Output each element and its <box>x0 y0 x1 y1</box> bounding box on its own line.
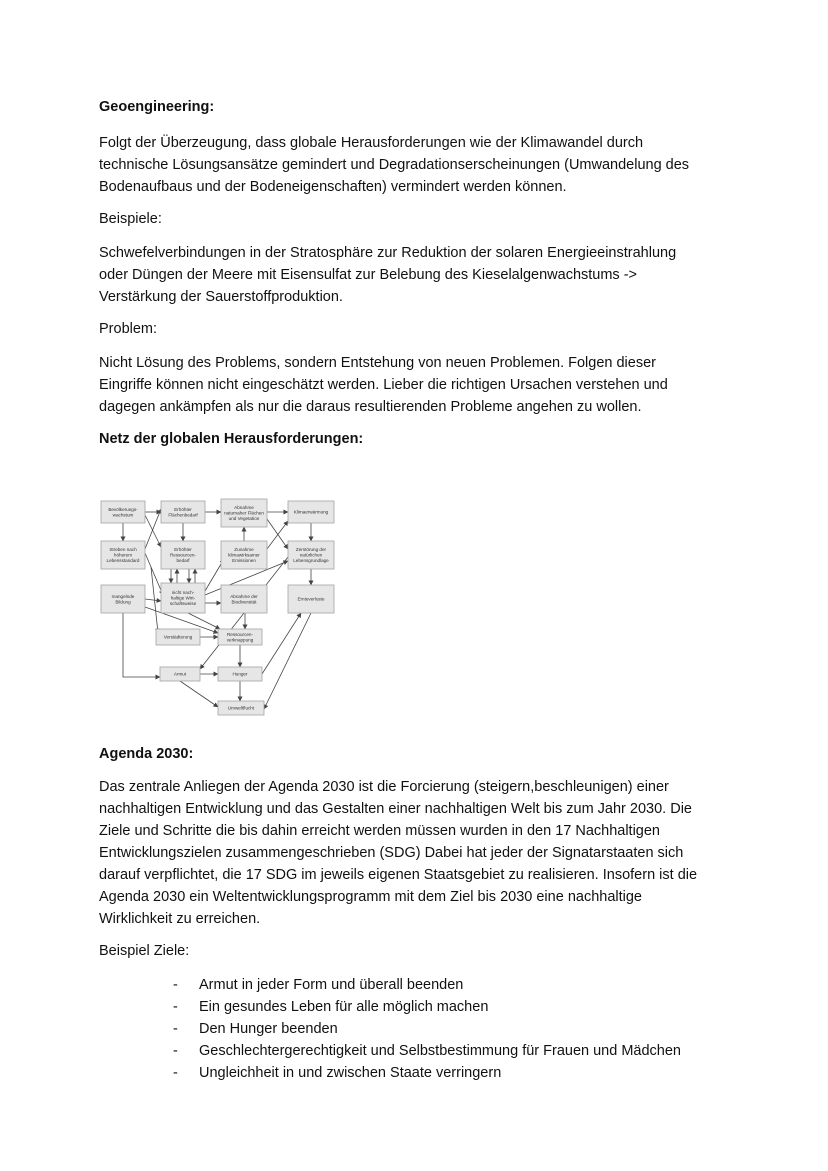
diagram-arrow <box>145 553 163 595</box>
goals-list <box>173 974 681 1084</box>
node-label: Bildung <box>115 599 131 605</box>
node-label: Lebensstandard <box>106 558 140 563</box>
geoengineering-heading: Geoengineering: <box>99 99 215 115</box>
node-verknappung <box>218 629 262 645</box>
diagram-arrow <box>188 613 220 629</box>
text-line: Nicht Lösung des Problems, sondern Entstehung von neuen Problemen. Folgen dieser <box>99 355 656 371</box>
text-line: Ziele und Schritte die bis dahin erreicht werden müssen wurden in den 17 Nachhaltigen <box>99 823 660 839</box>
node-streben <box>101 541 145 569</box>
text-line: Verstärkung der Sauerstoffproduktion. <box>99 289 343 305</box>
node-label: Zunahme <box>234 547 254 553</box>
node-label: Abnahme <box>234 505 254 511</box>
node-label: Abnahme der <box>230 593 258 599</box>
list-item: - Armut in jeder Form und überall beenden <box>173 977 464 993</box>
node-label: Ressourcen- <box>226 631 254 637</box>
diagram-arrow <box>123 613 160 677</box>
text-line: oder Düngen der Meere mit Eisensulfat zur Belebung des Kieselalgenwachstums -> <box>99 267 638 283</box>
node-label: Biodiversität <box>231 599 257 605</box>
beispiele-text <box>99 242 739 308</box>
node-label: Hunger <box>232 671 248 677</box>
node-label: bedarf <box>176 558 190 563</box>
diagram-nodes <box>101 499 334 715</box>
text-line: Agenda 2030 ein Weltentwicklungsprogramm mit dem Ziel bis 2030 eine nachhaltige <box>99 889 642 905</box>
diagram-arrow <box>264 613 311 709</box>
node-klima <box>288 501 334 523</box>
diagram-arrow <box>262 613 301 674</box>
node-label: Verstädterung <box>163 634 193 640</box>
node-label: haltige Wirt- <box>170 595 196 601</box>
node-label: Lebensgrundlage <box>293 558 329 563</box>
node-label: nicht nach- <box>171 590 195 596</box>
beispiele-label: Beispiele: <box>99 211 162 227</box>
node-label: Umweltflucht <box>227 705 255 711</box>
node-flaechen <box>161 501 205 523</box>
node-umweltflucht <box>218 701 264 715</box>
node-label: Emissionen <box>232 558 256 563</box>
geoengineering-definition <box>99 132 739 198</box>
node-label: Flächenbedarf <box>168 512 198 518</box>
text-line: Bodenaufbaus und der Bodeneigenschaften) vermindert werden können. <box>99 179 567 195</box>
text-line: Eingriffe können nicht eingeschätzt werden. Lieber die richtigen Ursachen verstehen und <box>99 377 668 393</box>
node-label: Erhöhter <box>174 506 192 512</box>
node-label: klimawirksamer <box>228 552 260 558</box>
node-label: schaftsweise <box>169 601 197 606</box>
text-line: technische Lösungsansätze gemindert und Degradationserscheinungen (Umwandelung des <box>99 157 690 173</box>
node-biodiv <box>221 585 267 613</box>
node-label: mangelnde <box>111 593 135 599</box>
node-label: Ressourcen- <box>169 552 197 558</box>
text-line: darauf verpflichtet, die 17 SDG im jeweils eigenen Staatsgebiet zu realisieren. Insofern ist die <box>99 867 698 883</box>
agenda-text <box>99 776 759 930</box>
text-line: dagegen ankämpfen als nur die daraus resultierenden Probleme angehen zu wollen. <box>99 399 642 415</box>
node-emissionen <box>221 541 267 569</box>
node-label: Armut <box>173 671 187 677</box>
diagram-arrow <box>145 599 161 601</box>
problem-text <box>99 352 739 418</box>
node-label: Klimaerwärmung <box>293 509 329 515</box>
text-line: Entwicklungszielen zusammengeschrieben (SDG) Dabei hat jeder der Signatarstaaten sich <box>99 845 684 861</box>
node-label: wachstum <box>112 512 134 518</box>
diagram-arrow <box>180 681 218 707</box>
node-verstaedterung <box>156 629 200 645</box>
text-line: Das zentrale Anliegen der Agenda 2030 ist die Forcierung (steigern,beschleunigen) einer <box>99 779 669 795</box>
list-item: - Ungleichheit in und zwischen Staate verringern <box>173 1065 502 1081</box>
node-wirtschaft <box>161 583 205 613</box>
node-ressourcen <box>161 541 205 569</box>
node-zerstoerung <box>288 541 334 569</box>
problem-label: Problem: <box>99 321 158 337</box>
text-line: nachhaltigen Entwicklung und das Gestalten einer nachhaltigen Welt bis zum Jahr 2030. Die <box>99 801 692 817</box>
node-bildung <box>101 585 145 613</box>
text-line: Schwefelverbindungen in der Stratosphäre zur Reduktion der solaren Energieeinstrahlung <box>99 245 677 261</box>
challenges-network-diagram <box>96 495 336 720</box>
ziele-label: Beispiel Ziele: <box>99 943 190 959</box>
node-label: Streben nach <box>109 547 137 553</box>
list-item: - Geschlechtergerechtigkeit und Selbstbestimmung für Frauen und Mädchen <box>173 1043 681 1059</box>
list-item: - Ein gesundes Leben für alle möglich machen <box>173 999 489 1015</box>
node-armut <box>160 667 200 681</box>
node-label: Zerstörung der <box>295 547 327 553</box>
node-label: und Vegetation <box>228 516 260 521</box>
node-label: naturnaher Flächen <box>224 510 264 516</box>
netz-heading: Netz der globalen Herausforderungen: <box>99 431 364 447</box>
node-label: Bevölkerungs- <box>108 506 138 512</box>
list-item: - Den Hunger beenden <box>173 1021 338 1037</box>
text-line: Wirklichkeit zu erreichen. <box>99 911 261 927</box>
text-line: Folgt der Überzeugung, dass globale Herausforderungen wie der Klimawandel durch <box>99 135 644 151</box>
agenda-heading: Agenda 2030: <box>99 746 194 762</box>
node-label: verknappung <box>226 637 254 643</box>
node-label: höherem <box>113 552 133 558</box>
node-label: natürlichen <box>299 552 323 558</box>
node-bev <box>101 501 145 523</box>
node-ernte <box>288 585 334 613</box>
node-label: Ernteverluste <box>297 596 325 602</box>
node-label: Erhöhter <box>174 547 192 553</box>
node-hunger <box>218 667 262 681</box>
node-abnahme-flaechen <box>221 499 267 527</box>
